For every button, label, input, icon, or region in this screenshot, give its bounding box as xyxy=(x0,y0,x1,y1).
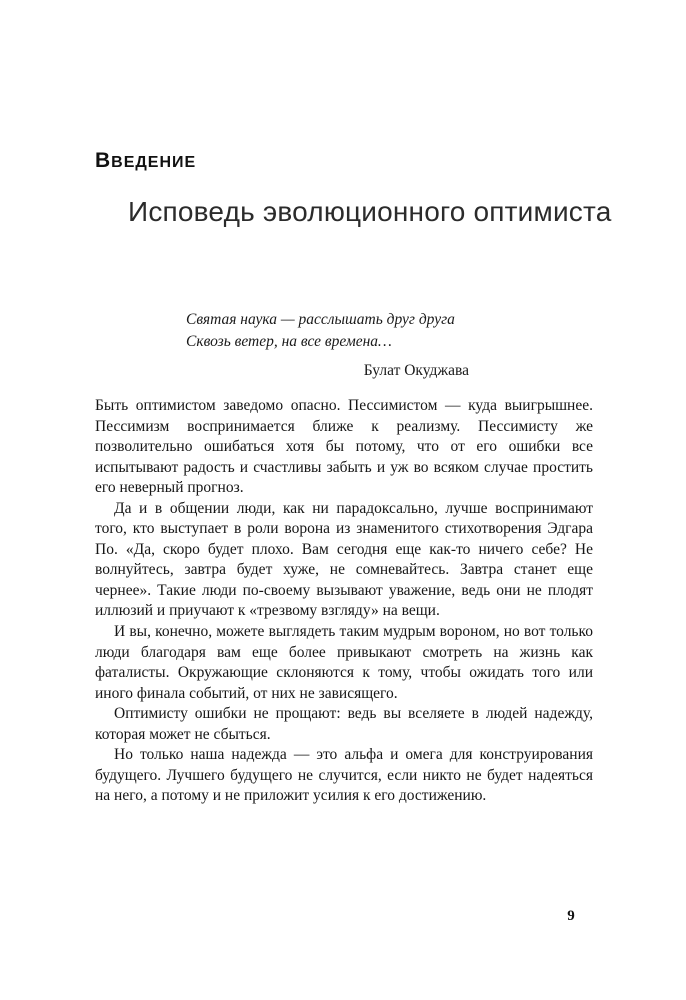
page-number: 9 xyxy=(567,908,575,924)
epigraph-author: Булат Окуджава xyxy=(363,362,469,379)
epigraph-line: Сквозь ветер, на все времена… xyxy=(186,332,392,350)
paragraph: Оптимисту ошибки не прощают: ведь вы вселяете в людей надежду, которая может не сбыться. xyxy=(95,705,593,743)
body-text xyxy=(95,396,593,807)
chapter-label: ВВЕДЕНИЕ xyxy=(95,149,197,172)
paragraph: Да и в общении люди, как ни парадоксально, лучше воспринимают того, кто выступает в роли ворона из знаменитого стихотворения Эдгара По. «Да, скоро будет плохо. Вам сегодня еще как-то ничего себе? Не волнуйтесь, завтра будет хуже, не сомневайтесь. Завтра станет еще чернее». Такие люди по-своему вызывают уважение, ведь они не плодят иллюзий и приучают к «трезвому взгляду» на вещи. xyxy=(95,499,593,620)
epigraph-line: Святая наука — расслышать друг друга xyxy=(186,311,455,328)
chapter-title: Исповедь эволюционного оптимиста xyxy=(128,196,612,227)
paragraph: Но только наша надежда — это альфа и омега для конструирования будущего. Лучшего будущего не случится, если никто не будет надеяться на него, а потому и не приложит усилия к его достижению. xyxy=(95,746,593,805)
paragraph: И вы, конечно, можете выглядеть таким мудрым вороном, но вот только люди благодаря вам еще более привыкают смотреть на жизнь как фаталисты. Окружающие склоняются к тому, чтобы ожидать того или иного финала событий, от них не зависящего. xyxy=(95,623,593,702)
paragraph: Быть оптимистом заведомо опасно. Пессимистом — куда выигрышнее. Пессимизм воспринимается ближе к реализму. Пессимисту же позволительно ошибаться хотя бы потому, что от его ошибки все испытывают радость и счастливы забыть и уж во всяком случае простить его неверный прогноз. xyxy=(95,397,593,497)
epigraph xyxy=(186,309,469,382)
